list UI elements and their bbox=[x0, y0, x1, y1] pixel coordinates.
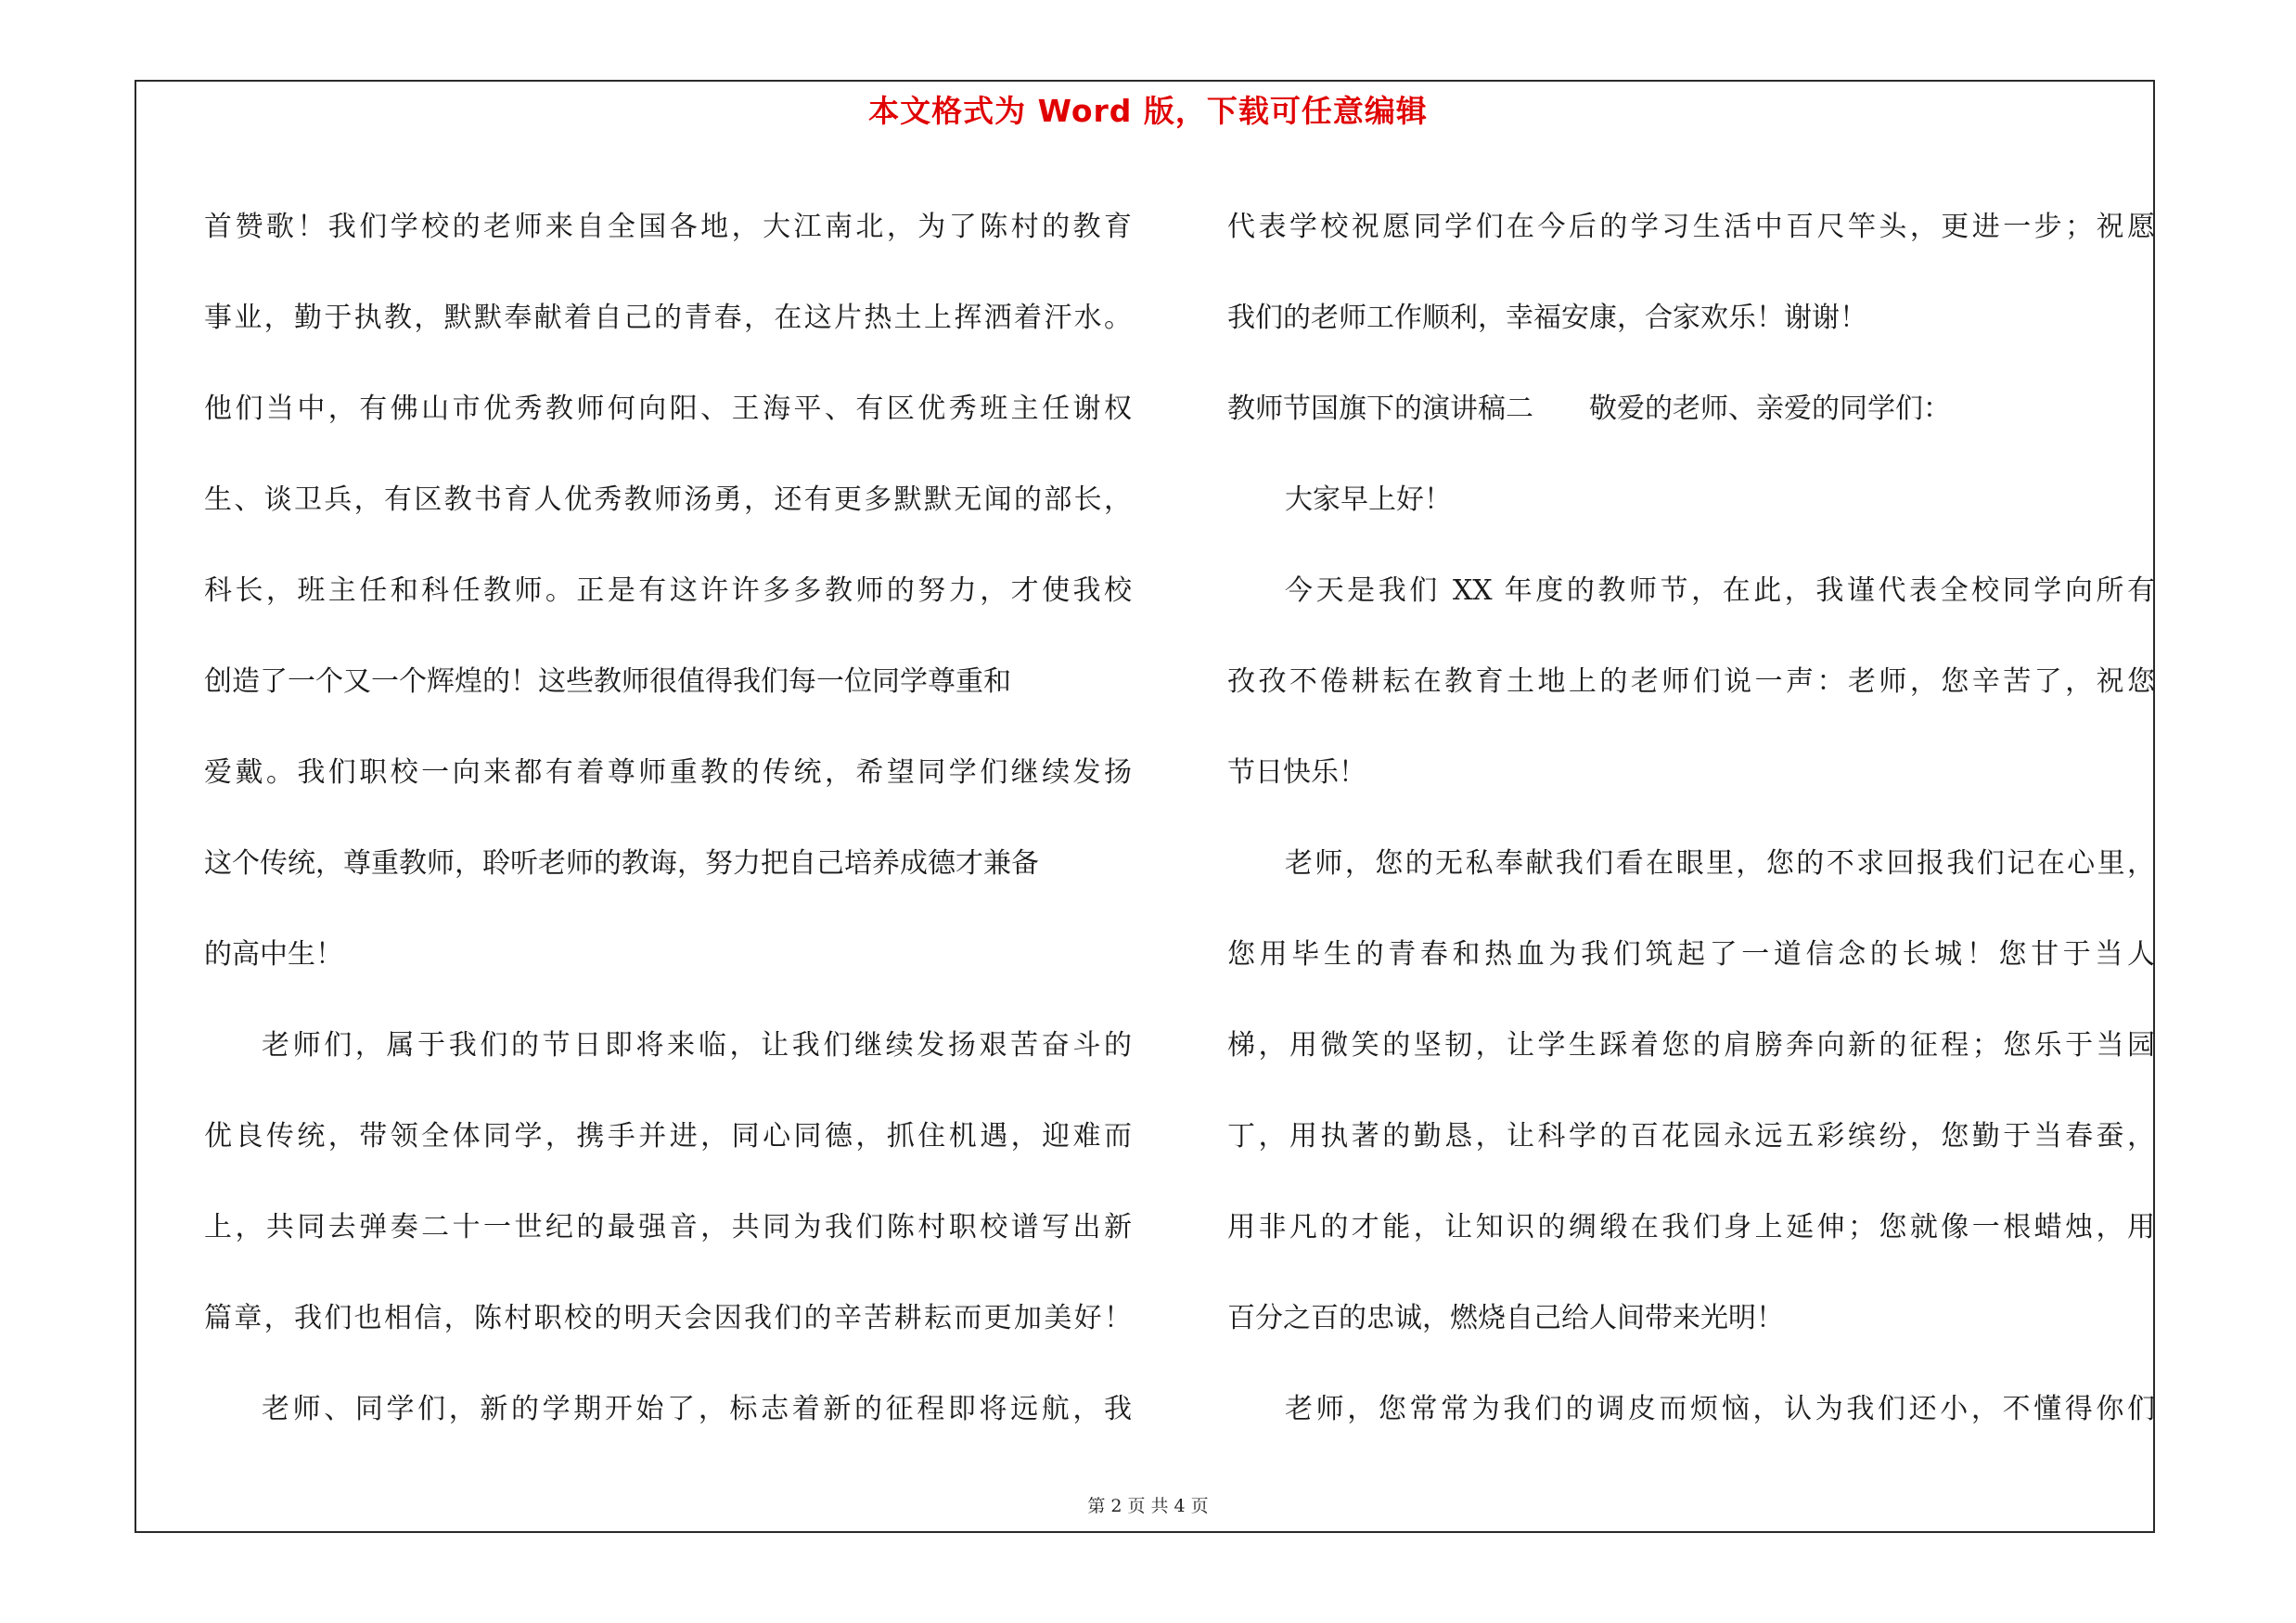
text-line: 孜孜不倦耕耘在教育土地上的老师们说一声：老师，您辛苦了，祝您 bbox=[1227, 665, 2155, 698]
text-line: 代表学校祝愿同学们在今后的学习生活中百尺竿头，更进一步；祝愿 bbox=[1227, 211, 2155, 243]
text-line: 梯，用微笑的坚韧，让学生踩着您的肩膀奔向新的征程；您乐于当园 bbox=[1227, 1029, 2155, 1062]
page-number: 第 2 页 共 4 页 bbox=[1087, 1496, 1209, 1516]
text-line: 您用毕生的青春和热血为我们筑起了一道信念的长城！您甘于当人 bbox=[1227, 938, 2155, 971]
text-line: 老师们，属于我们的节日即将来临，让我们继续发扬艰苦奋斗的 bbox=[262, 1029, 1132, 1062]
text-line: 事业，勤于执教，默默奉献着自己的青春，在这片热土上挥洒着汗水。 bbox=[204, 302, 1132, 334]
text-line: 老师，您常常为我们的调皮而烦恼，认为我们还小，不懂得你们 bbox=[1285, 1393, 2155, 1425]
text-line: 我们的老师工作顺利，幸福安康，合家欢乐！谢谢！ bbox=[1227, 302, 1867, 334]
text-line: 节日快乐！ bbox=[1227, 756, 1366, 789]
text-line: 今天是我们 XX 年度的教师节，在此，我谨代表全校同学向所有 bbox=[1285, 574, 2155, 607]
text-line: 爱戴。我们职校一向来都有着尊师重教的传统，希望同学们继续发扬 bbox=[204, 756, 1132, 789]
text-line: 老师，您的无私奉献我们看在眼里，您的不求回报我们记在心里， bbox=[1285, 847, 2155, 880]
text-line: 上，共同去弹奏二十一世纪的最强音，共同为我们陈村职校谱写出新 bbox=[204, 1211, 1132, 1243]
text-line: 首赞歌！我们学校的老师来自全国各地，大江南北，为了陈村的教育 bbox=[204, 211, 1132, 243]
right-text-column bbox=[1227, 182, 2155, 1455]
text-line: 的高中生！ bbox=[204, 938, 343, 971]
document-banner: 本文格式为 Word 版，下载可任意编辑 bbox=[868, 93, 1428, 129]
text-line: 大家早上好！ bbox=[1285, 483, 1452, 516]
text-line: 生、谈卫兵，有区教书育人优秀教师汤勇，还有更多默默无闻的部长， bbox=[204, 483, 1132, 516]
text-line: 教师节国旗下的演讲稿二 敬爱的老师、亲爱的同学们： bbox=[1227, 393, 1951, 425]
text-line: 用非凡的才能，让知识的绸缎在我们身上延伸；您就像一根蜡烛，用 bbox=[1227, 1211, 2155, 1243]
left-text-column bbox=[204, 182, 1132, 1455]
text-line: 他们当中，有佛山市优秀教师何向阳、王海平、有区优秀班主任谢权 bbox=[204, 393, 1132, 425]
text-line: 篇章，我们也相信，陈村职校的明天会因我们的辛苦耕耘而更加美好！ bbox=[204, 1302, 1132, 1334]
text-line: 创造了一个又一个辉煌的！这些教师很值得我们每一位同学尊重和 bbox=[204, 665, 1011, 698]
text-line: 这个传统，尊重教师，聆听老师的教诲，努力把自己培养成德才兼备 bbox=[204, 847, 1039, 880]
text-line: 丁，用执著的勤恳，让科学的百花园永远五彩缤纷，您勤于当春蚕， bbox=[1227, 1120, 2155, 1153]
text-line: 科长，班主任和科任教师。正是有这许许多多教师的努力，才使我校 bbox=[204, 574, 1132, 607]
text-line: 百分之百的忠诚，燃烧自己给人间带来光明！ bbox=[1227, 1302, 1784, 1334]
text-line: 优良传统，带领全体同学，携手并进，同心同德，抓住机遇，迎难而 bbox=[204, 1120, 1132, 1153]
text-line: 老师、同学们，新的学期开始了，标志着新的征程即将远航，我 bbox=[262, 1393, 1132, 1425]
